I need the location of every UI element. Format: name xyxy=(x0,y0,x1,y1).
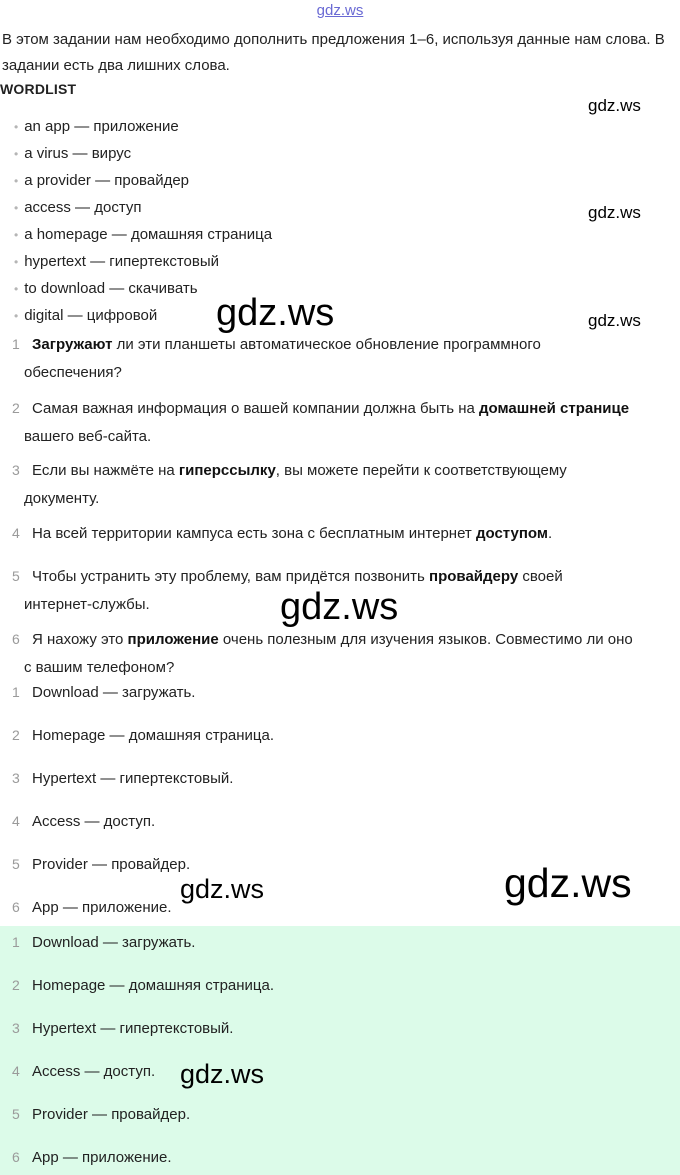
bullet-icon: • xyxy=(14,282,19,296)
answer-text: Provider — провайдер. xyxy=(32,856,191,873)
wordlist-item-text: to download — скачивать xyxy=(24,280,198,297)
answer-text: Access — доступ. xyxy=(32,813,156,830)
wordlist-item xyxy=(14,307,157,324)
watermark: gdz.ws xyxy=(180,874,265,904)
sentence-item xyxy=(12,394,678,451)
sentence-text: Самая важная информация о вашей компании должна быть на xyxy=(32,400,479,417)
answer-text: Hypertext — гипертекстовый. xyxy=(32,770,234,787)
answer-item xyxy=(12,856,190,873)
answer-text: App — приложение. xyxy=(32,899,172,916)
watermark: gdz.ws xyxy=(588,96,641,115)
wordlist-item xyxy=(14,172,189,189)
watermark: gdz.ws xyxy=(588,311,641,330)
sentence-text: . xyxy=(547,525,553,542)
sentence-item xyxy=(12,519,678,548)
wordlist-item-text: an app — приложение xyxy=(24,118,179,135)
watermark: gdz.ws xyxy=(216,292,335,334)
answer-number: 3 xyxy=(12,1020,20,1036)
wordlist-item xyxy=(14,118,179,135)
answer-item xyxy=(12,977,274,994)
answer-item xyxy=(12,934,195,951)
sentence-number: 6 xyxy=(12,631,20,647)
sentence-item xyxy=(12,625,678,682)
sentence-continuation: с вашим телефоном? xyxy=(24,659,175,676)
answer-item xyxy=(12,684,195,701)
answer-item xyxy=(12,813,155,830)
sentence-answer-word: приложение xyxy=(127,631,219,648)
answer-item xyxy=(12,1020,233,1037)
bullet-icon: • xyxy=(14,174,19,188)
answer-text: Homepage — домашняя страница. xyxy=(32,727,275,744)
watermark: gdz.ws xyxy=(588,203,641,222)
watermark: gdz.ws xyxy=(180,1059,265,1089)
answer-item xyxy=(12,727,274,744)
wordlist-item-text: hypertext — гипертекстовый xyxy=(24,253,220,270)
answer-number: 4 xyxy=(12,813,20,829)
sentence-text: Если вы нажмёте на xyxy=(32,462,179,479)
wordlist-item xyxy=(14,199,141,216)
answer-text: Homepage — домашняя страница. xyxy=(32,977,275,994)
sentence-continuation: обеспечения? xyxy=(24,364,122,381)
sentence-continuation: вашего веб-сайта. xyxy=(24,428,152,445)
answer-item xyxy=(12,1149,172,1166)
answer-number: 5 xyxy=(12,856,20,872)
answer-item xyxy=(12,1063,155,1080)
wordlist-heading: WORDLIST xyxy=(0,81,77,97)
sentence-text: своей xyxy=(518,568,563,585)
answer-number: 6 xyxy=(12,1149,20,1165)
sentence-continuation: документу. xyxy=(24,490,100,507)
site-link[interactable]: gdz.ws xyxy=(316,2,364,19)
wordlist-item-text: access — доступ xyxy=(24,199,142,216)
answer-number: 6 xyxy=(12,899,20,915)
answer-text: Download — загружать. xyxy=(32,934,196,951)
bullet-icon: • xyxy=(14,147,19,161)
intro-text: В этом задании нам необходимо дополнить предложения 1–6, используя данные нам слова. В задании есть два лишних слова. xyxy=(2,31,665,74)
answer-text: App — приложение. xyxy=(32,1149,172,1166)
answer-number: 1 xyxy=(12,684,20,700)
sentence-answer-word: Загружают xyxy=(32,336,113,353)
answer-number: 1 xyxy=(12,934,20,950)
bullet-icon: • xyxy=(14,120,19,134)
sentence-answer-word: домашней странице xyxy=(478,400,630,417)
bullet-icon: • xyxy=(14,201,19,215)
wordlist-item-text: a provider — провайдер xyxy=(24,172,190,189)
sentence-continuation: интернет-службы. xyxy=(24,596,150,613)
sentence-text: Я нахожу это xyxy=(32,631,128,648)
sentence-number: 5 xyxy=(12,568,20,584)
wordlist-item xyxy=(14,253,219,270)
sentence-text: очень полезным для изучения языков. Совместимо ли оно xyxy=(218,631,633,648)
sentence-answer-word: провайдеру xyxy=(429,568,519,585)
watermark: gdz.ws xyxy=(280,586,399,628)
sentence-number: 1 xyxy=(12,336,20,352)
answer-number: 4 xyxy=(12,1063,20,1079)
bullet-icon: • xyxy=(14,255,19,269)
answer-panel xyxy=(0,926,680,1175)
answer-text: Provider — провайдер. xyxy=(32,1106,191,1123)
sentence-item xyxy=(12,456,678,513)
answer-number: 2 xyxy=(12,977,20,993)
answer-number: 5 xyxy=(12,1106,20,1122)
wordlist-item-text: a virus — вирус xyxy=(24,145,132,162)
wordlist-item xyxy=(14,226,272,243)
bullet-icon: • xyxy=(14,309,19,323)
answer-number: 2 xyxy=(12,727,20,743)
sentence-text: Чтобы устранить эту проблему, вам придётся позвонить xyxy=(32,568,430,585)
sentence-text: , вы можете перейти к соответствующему xyxy=(275,462,567,479)
answer-text: Hypertext — гипертекстовый. xyxy=(32,1020,234,1037)
sentence-number: 2 xyxy=(12,400,20,416)
sentence-answer-word: гиперссылку xyxy=(178,462,276,479)
answer-number: 3 xyxy=(12,770,20,786)
wordlist-item-text: a homepage — домашняя страница xyxy=(24,226,273,243)
sentence-text: На всей территории кампуса есть зона с бесплатным интернет xyxy=(32,525,476,542)
answer-item xyxy=(12,1106,190,1123)
sentence-number: 3 xyxy=(12,462,20,478)
sentence-text: ли эти планшеты автоматическое обновление программного xyxy=(112,336,541,353)
watermark: gdz.ws xyxy=(504,860,632,906)
sentence-answer-word: доступом xyxy=(475,525,548,542)
sentence-item xyxy=(12,330,678,387)
answer-text: Access — доступ. xyxy=(32,1063,156,1080)
bullet-icon: • xyxy=(14,228,19,242)
answer-text: Download — загружать. xyxy=(32,684,196,701)
answer-item xyxy=(12,770,233,787)
wordlist-item xyxy=(14,280,198,297)
sentence-number: 4 xyxy=(12,525,20,541)
wordlist-item xyxy=(14,145,131,162)
answer-item xyxy=(12,899,172,916)
wordlist-item-text: digital — цифровой xyxy=(24,307,158,324)
